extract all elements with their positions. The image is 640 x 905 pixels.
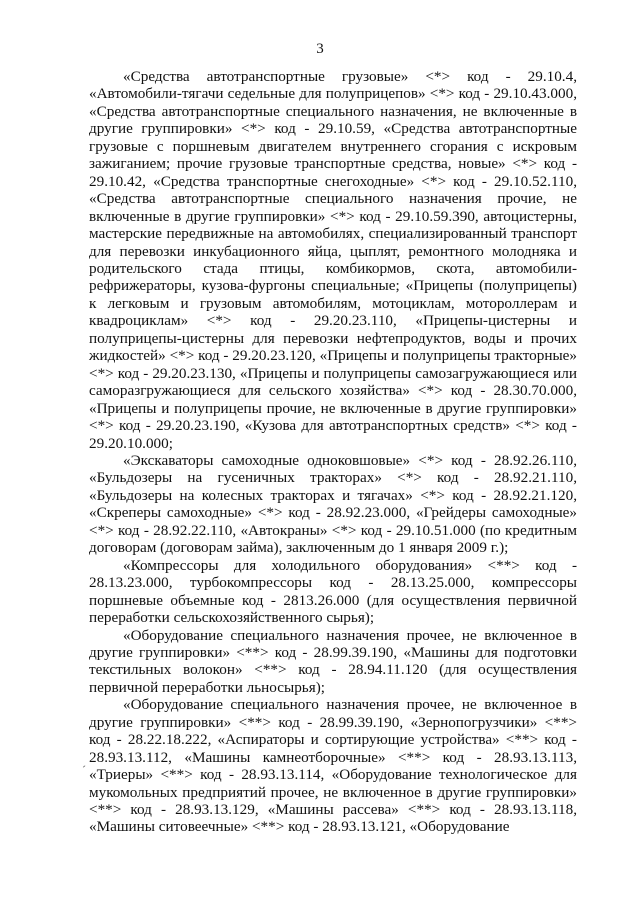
paragraph-compressors: «Компрессоры для холодильного оборудования» <**> код - 28.13.23.000, турбокомпрессоры код - 28.13.25.000, компрессоры поршневые объемные код - 2813.26.000 (для осуществления первичной переработки сельскохозяйственного сырья); <box>89 556 577 627</box>
paragraph-vehicles: «Средства автотранспортные грузовые» <*> код - 29.10.4, «Автомобили-тягачи седельные для полуприцепов» <*> код - 29.10.43.000, «Средства автотранспортные специального назначения, не включенные в другие группировки» <*> код - 29.10.59, «Средства автотранспортные грузовые с поршневым двигателем внутреннего сгорания с искровым зажиганием; прочие грузовые транспортные средства, новые» <*> код - 29.10.42, «Средства транспортные снегоходные» <*> код - 29.10.52.110, «Средства автотранспортные специального назначения прочие, не включенные в другие группировки» <*> код - 29.10.59.390, автоцистерны, мастерские передвижные на автомобилях, специализированный транспорт для перевозки инкубационного яйца, цыплят, ремонтного молодняка и родительского стада птицы, комбикормов, скота, автомобили-рефрижераторы, кузова-фургоны специальные; «Прицепы (полуприцепы) к легковым и грузовым автомобилям, мотоциклам, мотороллерам и квадроциклам» <*> код - 29.20.23.110, «Прицепы-цистерны и полуприцепы-цистерны для перевозки нефтепродуктов, воды и прочих жидкостей» <*> код - 29.20.23.120, «Прицепы и полуприцепы тракторные» <*> код - 29.20.23.130, «Прицепы и полуприцепы самозагружающиеся или саморазгружающиеся для сельского хозяйства» <*> код - 28.30.70.000, «Прицепы и полуприцепы прочие, не включенные в другие группировки» <*> код - 29.20.23.190, «Кузова для автотранспортных средств» <*> код - 29.20.10.000; <box>89 68 577 452</box>
margin-tick-mark: ˊ <box>82 763 86 777</box>
page-number: 3 <box>316 41 324 57</box>
paragraph-construction-machinery: «Экскаваторы самоходные одноковшовые» <*> код - 28.92.26.110, «Бульдозеры на гусеничных тракторах» <*> код - 28.92.21.110, «Бульдозеры на колесных тракторах и тягачах» <*> код - 28.92.21.120, «Скреперы самоходные» <*> код - 28.92.23.000, «Грейдеры самоходные» <*> код - 28.92.22.110, «Автокраны» <*> код - 29.10.51.000 (по кредитным договорам (договорам займа), заключенным до 1 января 2009 г.); <box>89 451 577 557</box>
document-body <box>89 68 577 836</box>
paragraph-textile-equipment: «Оборудование специального назначения прочее, не включенное в другие группировки» <**> код - 28.99.39.190, «Машины для подготовки текстильных волокон» <**> код - 28.94.11.120 (для осуществления первичной переработки льносырья); <box>89 626 577 696</box>
paragraph-milling-equipment: «Оборудование специального назначения прочее, не включенное в другие группировки» <**> код - 28.99.39.190, «Зернопогрузчики» <**> код - 28.22.18.222, «Аспираторы и сортирующие устройства» <**> код - 28.93.13.112, «Машины камнеотборочные» <**> код - 28.93.13.113, «Триеры» <**> код - 28.93.13.114, «Оборудование технологическое для мукомольных предприятий прочее, не включенное в другие группировки» <**> код - 28.93.13.129, «Машины рассева» <**> код - 28.93.13.118, «Машины ситовеечные» <**> код - 28.93.13.121, «Оборудование <box>89 696 577 836</box>
